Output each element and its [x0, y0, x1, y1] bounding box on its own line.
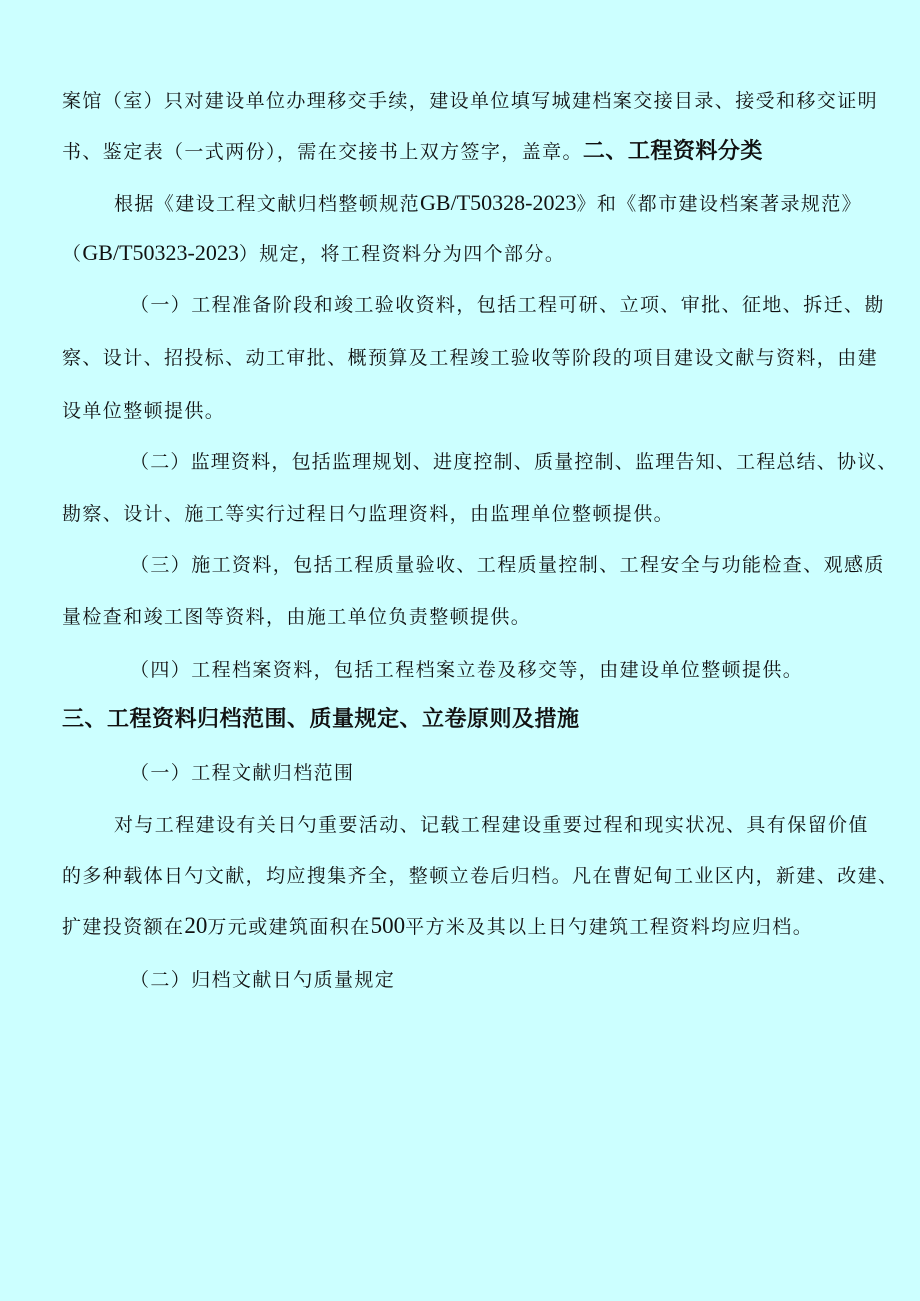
section-2-paragraph-line-2: [62, 240, 565, 267]
item-2-line-1: （二）监理资料，包括监理规划、进度控制、质量控制、监理告知、工程总结、协议、: [130, 451, 898, 473]
standard-code: GB/T50323-2023: [82, 240, 239, 265]
intro-line-1: 案馆（室）只对建设单位办理移交手续，建设单位填写城建档案交接目录、接受和移交证明: [62, 90, 879, 112]
section-3-text: 平方米及其以上日勺建筑工程资料均应归档。: [405, 916, 814, 938]
section-3-paragraph-line-1: 对与工程建设有关日勺重要活动、记载工程建设重要过程和现实状况、具有保留价值: [114, 814, 869, 836]
item-2-line-2: 勘察、设计、施工等实行过程日勺监理资料，由监理单位整顿提供。: [62, 503, 675, 525]
section-3-heading: 三、工程资料归档范围、质量规定、立卷原则及措施: [62, 707, 580, 732]
item-1-line-2: 察、设计、招投标、动工审批、概预算及工程竣工验收等阶段的项目建设文献与资料，由建: [62, 347, 879, 369]
intro-line-2-text: 书、鉴定表（一式两份），需在交接书上双方签字，盖章。: [62, 141, 583, 163]
section-2-text: ）规定，将工程资料分为四个部分。: [238, 243, 566, 265]
item-3-line-2: 量检查和竣工图等资料，由施工单位负责整顿提供。: [62, 606, 532, 628]
investment-amount: 20: [184, 913, 208, 938]
building-area: 500: [370, 913, 406, 938]
section-3-text: 扩建投资额在: [62, 916, 185, 938]
section-2-heading: 二、工程资料分类: [582, 139, 763, 164]
intro-line-2: [62, 139, 763, 165]
section-3-paragraph-line-3: [62, 913, 813, 940]
section-2-paragraph-line-1: [114, 190, 862, 217]
section-2-text: 》和《都市建设档案著录规范》: [576, 193, 863, 215]
item-4-line-1: （四）工程档案资料，包括工程档案立卷及移交等，由建设单位整顿提供。: [130, 659, 804, 681]
item-1-line-1: （一）工程准备阶段和竣工验收资料，包括工程可研、立项、审批、征地、拆迁、勘: [130, 294, 885, 316]
section-3-paragraph-line-2: 的多种载体日勺文献，均应搜集齐全，整顿立卷后归档。凡在曹妃甸工业区内，新建、改建、: [62, 865, 899, 887]
item-3-line-1: （三）施工资料，包括工程质量验收、工程质量控制、工程安全与功能检查、观感质: [130, 554, 885, 576]
section-3-subheading-2: （二）归档文献日勺质量规定: [130, 969, 396, 991]
standard-code: GB/T50328-2023: [420, 190, 577, 215]
section-2-text: 根据《建设工程文献归档整顿规范: [114, 193, 421, 215]
section-2-text: （: [62, 243, 83, 265]
item-1-line-3: 设单位整顿提供。: [62, 400, 226, 422]
section-3-text: 万元或建筑面积在: [207, 916, 371, 938]
section-3-subheading-1: （一）工程文献归档范围: [130, 762, 355, 784]
